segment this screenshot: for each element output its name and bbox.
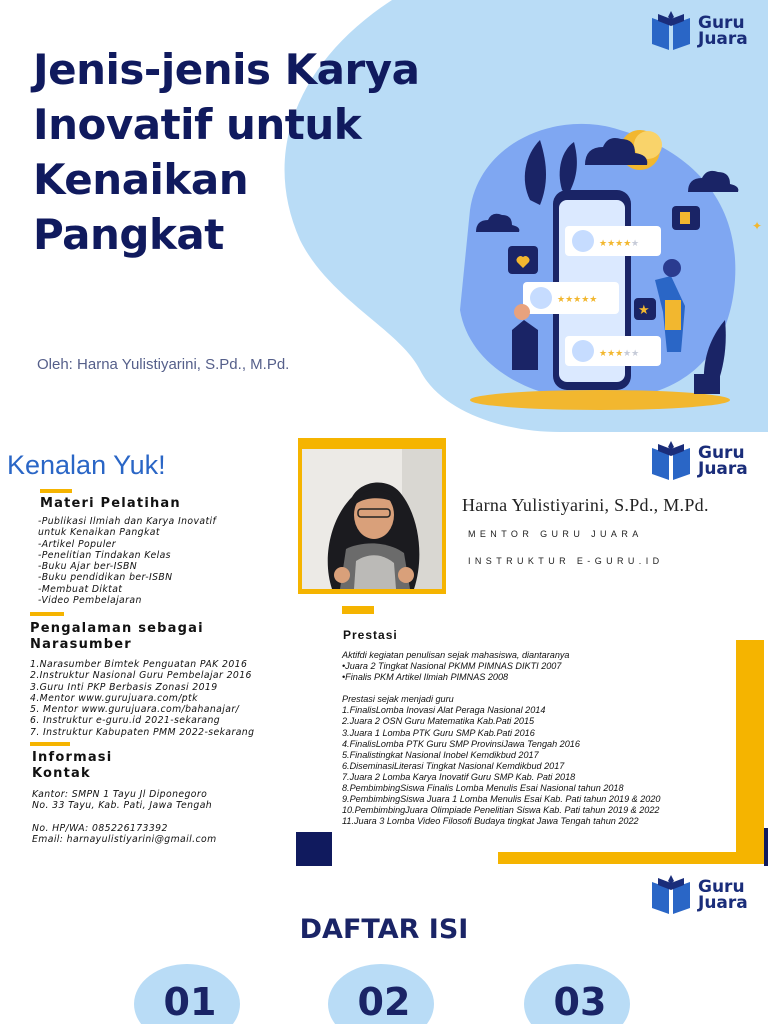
guru-juara-logo xyxy=(648,10,748,52)
cover-title xyxy=(33,42,513,262)
list-item: Email: harnayulistiyarini@gmail.com xyxy=(32,833,217,845)
svg-text:★: ★ xyxy=(631,238,640,248)
list-item: 6.DiseminasiLiterasi Tingkat Nasional Kemdikbud 2017 xyxy=(342,760,565,771)
kontak-title-line: Informasi xyxy=(32,750,113,765)
cover-title-line: Kenaikan xyxy=(33,155,249,204)
list-item: -Membuat Diktat xyxy=(38,583,123,595)
list-item: 8.PembimbingSiswa Finalis Lomba Menulis Esai Nasional tahun 2018 xyxy=(342,783,624,794)
list-item: 5.Finalistingkat Nasional Inobel Kemdikbud 2017 xyxy=(342,749,539,760)
section-number-02[interactable]: 02 xyxy=(357,980,411,1024)
slide-daftar-isi xyxy=(0,868,768,1024)
list-item: -Penelitian Tindakan Kelas xyxy=(38,549,171,561)
logo-text xyxy=(698,15,748,47)
list-item: -Video Pembelajaran xyxy=(38,595,142,607)
guru-juara-logo xyxy=(648,440,748,482)
materi-list xyxy=(38,516,216,606)
list-item: -Publikasi Ilmiah dan Karya Inovatif xyxy=(38,516,217,527)
logo-line1: Guru xyxy=(698,13,745,33)
list-item: 3.Juara 1 Lomba PTK Guru SMP Kab.Pati 2016 xyxy=(342,727,535,738)
logo-line2: Juara xyxy=(698,893,748,913)
list-item: 11.Juara 3 Lomba Video Filosofi Budaya tingkat Jawa Tengah tahun 2022 xyxy=(342,816,639,827)
list-item: 10.PembimbingJuara Olimpiade Penelitian Siswa Kab. Pati tahun 2019 & 2022 xyxy=(342,805,660,816)
cover-title-line: Pangkat xyxy=(33,210,224,259)
cover-title-line: Inovatif untuk xyxy=(33,100,362,149)
prestasi-bar xyxy=(342,606,374,614)
list-item: 1.Narasumber Bimtek Penguatan PAK 2016 xyxy=(30,659,248,670)
prestasi-title: Prestasi xyxy=(343,628,398,642)
logo-line2: Juara xyxy=(698,29,748,49)
cover-title-line: Jenis-jenis Karya xyxy=(33,45,420,94)
svg-text:✦: ✦ xyxy=(752,219,763,233)
list-item: No. HP/WA: 085226173392 xyxy=(32,822,168,834)
guru-juara-logo xyxy=(648,874,748,916)
cover-author: Oleh: Harna Yulistiyarini, S.Pd., M.Pd. xyxy=(37,356,290,373)
list-item: 1.FinalisLomba Inovasi Alat Peraga Nasional 2014 xyxy=(342,705,546,716)
kenalan-heading: Kenalan Yuk! xyxy=(7,450,166,480)
materi-bar xyxy=(40,489,72,493)
profile-photo xyxy=(302,449,442,589)
daftar-isi-heading: DAFTAR ISI xyxy=(299,914,469,945)
svg-text:★★★: ★★★ xyxy=(599,348,624,358)
logo-line1: Guru xyxy=(698,443,745,463)
list-item: -Buku Ajar ber-ISBN xyxy=(38,561,138,573)
logo-line2: Juara xyxy=(698,459,748,479)
profile-role-mentor: MENTOR GURU JUARA xyxy=(468,529,643,539)
profile-role-instruktur: INSTRUKTUR E-GURU.ID xyxy=(468,556,664,566)
profile-name: Harna Yulistiyarini, S.Pd., M.Pd. xyxy=(462,495,709,515)
list-item: •Finalis PKM Artikel Ilmiah PIMNAS 2008 xyxy=(342,672,509,683)
section-number-01[interactable]: 01 xyxy=(163,980,217,1024)
svg-text:★★★★★: ★★★★★ xyxy=(557,294,598,304)
pengalaman-list xyxy=(30,659,254,738)
pengalaman-bar xyxy=(30,612,64,616)
slide-profile xyxy=(0,432,768,868)
section-number-03[interactable]: 03 xyxy=(553,980,607,1024)
kontak-title-line: Kontak xyxy=(32,766,91,781)
list-item: 2.Juara 2 OSN Guru Matematika Kab.Pati 2015 xyxy=(342,716,535,727)
logo-text xyxy=(698,879,748,911)
list-item xyxy=(32,812,217,823)
list-item: 4.Mentor www.gurujuara.com/ptk xyxy=(30,692,198,704)
list-item: 5. Mentor www.gurujuara.com/bahanajar/ xyxy=(30,704,240,716)
open-book-icon xyxy=(648,440,694,482)
list-item: Aktifdi kegiatan penulisan sejak mahasiswa, diantaranya xyxy=(342,650,570,660)
svg-text:★★★★: ★★★★ xyxy=(599,238,632,248)
logo-text xyxy=(698,445,748,477)
list-item: 2.Instruktur Nasional Guru Pembelajar 2016 xyxy=(30,670,252,682)
navy-accent-block xyxy=(296,832,332,866)
pengalaman-title-line: Pengalaman sebagai xyxy=(30,621,204,636)
prestasi-list xyxy=(342,650,660,827)
list-item: 6. Instruktur e-guru.id 2021-sekarang xyxy=(30,715,221,727)
list-item: 7. Instruktur Kabupaten PMM 2022-sekarang xyxy=(30,726,255,738)
list-item: Kantor: SMPN 1 Tayu Jl Diponegoro xyxy=(32,789,208,800)
list-item: 9.PembimbingSiswa Juara 1 Lomba Menulis Esai Kab. Pati tahun 2019 & 2020 xyxy=(342,794,661,805)
list-item: 4.FinalisLomba PTK Guru SMP ProvinsiJawa Tengah 2016 xyxy=(342,738,580,749)
list-item: -Buku pendidikan ber-ISBN xyxy=(38,572,173,584)
slide-cover xyxy=(0,0,768,432)
kontak-bar xyxy=(30,742,70,746)
kontak-title xyxy=(32,750,112,782)
list-item xyxy=(342,683,660,694)
list-item: Prestasi sejak menjadi guru xyxy=(342,694,454,705)
kontak-list xyxy=(32,789,217,845)
materi-title: Materi Pelatihan xyxy=(40,496,181,511)
pengalaman-title-line: Narasumber xyxy=(30,637,132,652)
open-book-icon xyxy=(648,874,694,916)
list-item: 7.Juara 2 Lomba Karya Inovatif Guru SMP Kab. Pati 2018 xyxy=(342,771,576,782)
list-item: 3.Guru Inti PKP Berbasis Zonasi 2019 xyxy=(30,681,218,693)
open-book-icon xyxy=(648,10,694,52)
svg-text:★: ★ xyxy=(638,302,650,317)
list-item: •Juara 2 Tingkat Nasional PKMM PIMNAS DIKTI 2007 xyxy=(342,661,562,672)
list-item: untuk Kenaikan Pangkat xyxy=(38,527,160,539)
yellow-bottom-bar xyxy=(498,852,768,864)
svg-text:★★: ★★ xyxy=(623,348,640,358)
yellow-right-bar xyxy=(736,640,764,864)
list-item: No. 33 Tayu, Kab. Pati, Jawa Tengah xyxy=(32,800,213,812)
logo-line1: Guru xyxy=(698,877,745,897)
navy-edge-block xyxy=(764,828,768,866)
pengalaman-title xyxy=(30,621,204,653)
list-item: -Artikel Populer xyxy=(38,538,117,550)
person-photo-icon xyxy=(302,449,442,589)
